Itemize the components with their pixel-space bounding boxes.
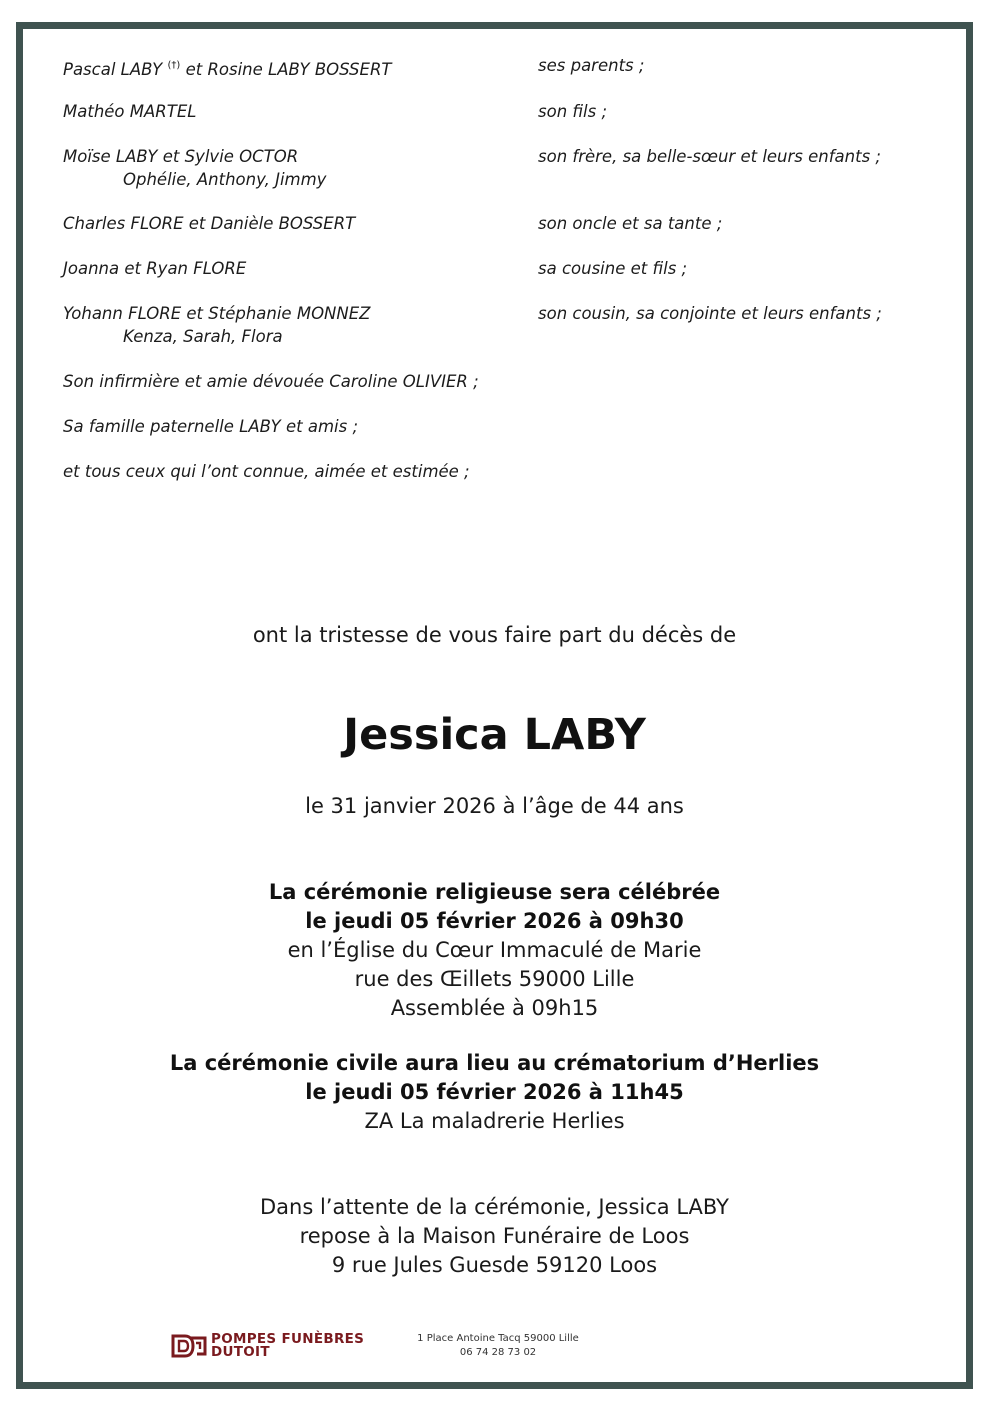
deceased-name: Jessica LABY bbox=[343, 710, 646, 760]
funeral-home-contact bbox=[403, 1332, 593, 1360]
religious-ceremony-assembly: Assemblée à 09h15 bbox=[390, 996, 599, 1020]
family-relation: son cousin, sa conjointe et leurs enfants ; bbox=[538, 304, 882, 323]
extra-line-family: Sa famille paternelle LABY et amis ; bbox=[63, 417, 359, 436]
announcement-intro: ont la tristesse de vous faire part du décès de bbox=[252, 623, 737, 647]
civil-ceremony-address: ZA La maladrerie Herlies bbox=[364, 1109, 625, 1133]
religious-ceremony-address: rue des Œillets 59000 Lille bbox=[354, 967, 635, 991]
death-date: le 31 janvier 2026 à l’âge de 44 ans bbox=[305, 794, 684, 818]
family-names: Joanna et Ryan FLORE bbox=[63, 259, 247, 278]
funeral-home-logo bbox=[171, 1332, 391, 1362]
religious-ceremony-title: La cérémonie religieuse sera célébrée bbox=[268, 880, 721, 904]
obituary-card bbox=[16, 22, 973, 1389]
family-relation: ses parents ; bbox=[538, 56, 645, 75]
family-names: Yohann FLORE et Stéphanie MONNEZ bbox=[63, 304, 371, 323]
family-names: Pascal LABY (†) et Rosine LABY BOSSERT bbox=[63, 60, 392, 79]
family-relation: sa cousine et fils ; bbox=[538, 259, 688, 278]
funeral-home-logo-text: POMPES FUNÈBRES DUTOIT bbox=[211, 1331, 365, 1360]
resting-place-line3: 9 rue Jules Guesde 59120 Loos bbox=[331, 1253, 658, 1277]
family-names: Moïse LABY et Sylvie OCTOR bbox=[63, 147, 299, 166]
religious-ceremony-datetime: le jeudi 05 février 2026 à 09h30 bbox=[305, 909, 684, 933]
family-relation: son oncle et sa tante ; bbox=[538, 214, 723, 233]
resting-place-line1: Dans l’attente de la cérémonie, Jessica LABY bbox=[259, 1195, 729, 1219]
family-children: Ophélie, Anthony, Jimmy bbox=[123, 170, 327, 189]
religious-ceremony bbox=[23, 878, 966, 1023]
deceased-mark: (†) bbox=[167, 60, 181, 71]
resting-place bbox=[23, 1193, 966, 1280]
footer bbox=[23, 1327, 966, 1367]
family-relation: son fils ; bbox=[538, 102, 608, 121]
funeral-home-logo-icon bbox=[171, 1332, 207, 1360]
religious-ceremony-place: en l’Église du Cœur Immaculé de Marie bbox=[287, 938, 702, 962]
resting-place-line2: repose à la Maison Funéraire de Loos bbox=[299, 1224, 690, 1248]
funeral-home-address: 1 Place Antoine Tacq 59000 Lille bbox=[417, 1333, 579, 1344]
family-names: Charles FLORE et Danièle BOSSERT bbox=[63, 214, 356, 233]
civil-ceremony-title: La cérémonie civile aura lieu au crématorium d’Herlies bbox=[169, 1051, 820, 1075]
family-relation: son frère, sa belle-sœur et leurs enfants ; bbox=[538, 147, 881, 166]
extra-line-others: et tous ceux qui l’ont connue, aimée et estimée ; bbox=[63, 462, 470, 481]
family-children: Kenza, Sarah, Flora bbox=[123, 327, 283, 346]
civil-ceremony bbox=[23, 1049, 966, 1136]
funeral-home-phone: 06 74 28 73 02 bbox=[459, 1347, 537, 1358]
civil-ceremony-datetime: le jeudi 05 février 2026 à 11h45 bbox=[305, 1080, 684, 1104]
extra-line-nurse: Son infirmière et amie dévouée Caroline OLIVIER ; bbox=[63, 372, 479, 391]
family-names: Mathéo MARTEL bbox=[63, 102, 197, 121]
